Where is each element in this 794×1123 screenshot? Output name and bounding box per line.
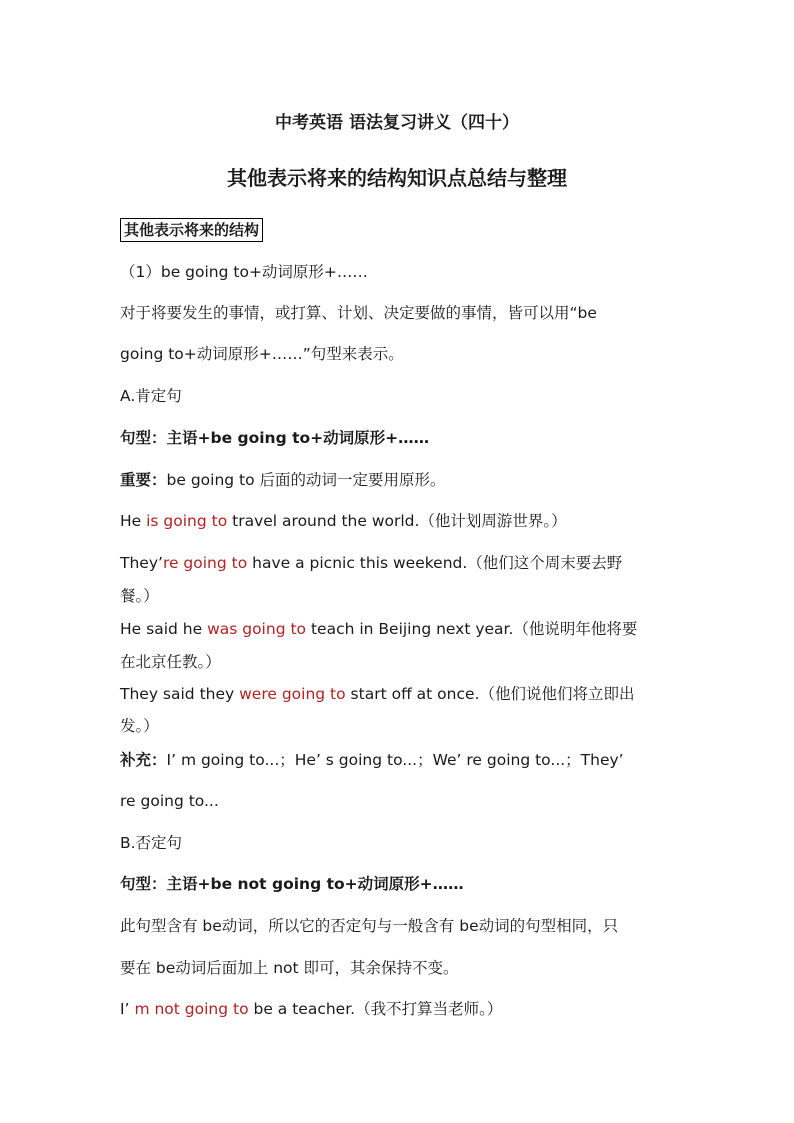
example-text: They said they <box>120 685 240 703</box>
affirmative-note <box>120 470 680 490</box>
example-highlight: was going to <box>207 620 307 638</box>
affirmative-pattern: 句型：主语+be going to+动词原形+…… <box>120 429 430 447</box>
note-label: 重要： <box>120 471 167 489</box>
note-text: be going to 后面的动词一定要用原形。 <box>166 471 446 489</box>
example-highlight: were going to <box>239 685 346 703</box>
negative-pattern: 句型：主语+be not going to+动词原形+…… <box>120 875 464 893</box>
section-heading: 其他表示将来的结构 <box>120 218 263 242</box>
negative-desc-line-1: 此句型含有 be动词，所以它的否定句与一般含有 be动词的句型相同，只 <box>120 917 619 935</box>
document-subtitle: 其他表示将来的结构知识点总结与整理 <box>227 166 567 190</box>
example-2 <box>120 553 680 573</box>
example-text: They’ <box>120 554 163 572</box>
example-4-cont: 发。） <box>120 717 159 735</box>
example-text: travel around the world.（他计划周游世界。） <box>227 512 567 530</box>
example-text: be a teacher.（我不打算当老师。） <box>248 1000 503 1018</box>
example-text: teach in Beijing next year.（他说明年他将要 <box>306 620 638 638</box>
example-highlight: re going to <box>162 554 248 572</box>
supplement-label: 补充： <box>120 751 167 769</box>
supplement-line-2: re going to... <box>120 792 219 810</box>
negative-desc-line-2: 要在 be动词后面加上 not 即可，其余保持不变。 <box>120 959 459 977</box>
example-4 <box>120 684 680 704</box>
example-text: have a picnic this weekend.（他们这个周末要去野 <box>247 554 623 572</box>
example-text: He said he <box>120 620 208 638</box>
example-3 <box>120 619 680 639</box>
intro-line-1: 对于将要发生的事情，或打算、计划、决定要做的事情，皆可以用“be <box>120 304 597 322</box>
example-1 <box>120 511 680 531</box>
example-2-cont: 餐。） <box>120 587 159 605</box>
negative-heading: B.否定句 <box>120 834 183 852</box>
document-title: 中考英语 语法复习讲义（四十） <box>275 113 519 133</box>
example-text: He <box>120 512 147 530</box>
intro-line-2: going to+动词原形+……”句型来表示。 <box>120 345 404 363</box>
example-5 <box>120 999 680 1019</box>
supplement-text: I’ m going to...；He’ s going to...；We’ re going to...；They’ <box>166 751 624 769</box>
affirmative-heading: A.肯定句 <box>120 387 182 405</box>
supplement-line-1 <box>120 750 680 770</box>
example-highlight: is going to <box>146 512 228 530</box>
example-text: I’ <box>120 1000 135 1018</box>
example-highlight: m not going to <box>134 1000 249 1018</box>
example-3-cont: 在北京任教。） <box>120 653 221 671</box>
item1-heading: （1）be going to+动词原形+…… <box>120 263 368 281</box>
example-text: start off at once.（他们说他们将立即出 <box>345 685 635 703</box>
section-heading-row <box>120 218 680 242</box>
